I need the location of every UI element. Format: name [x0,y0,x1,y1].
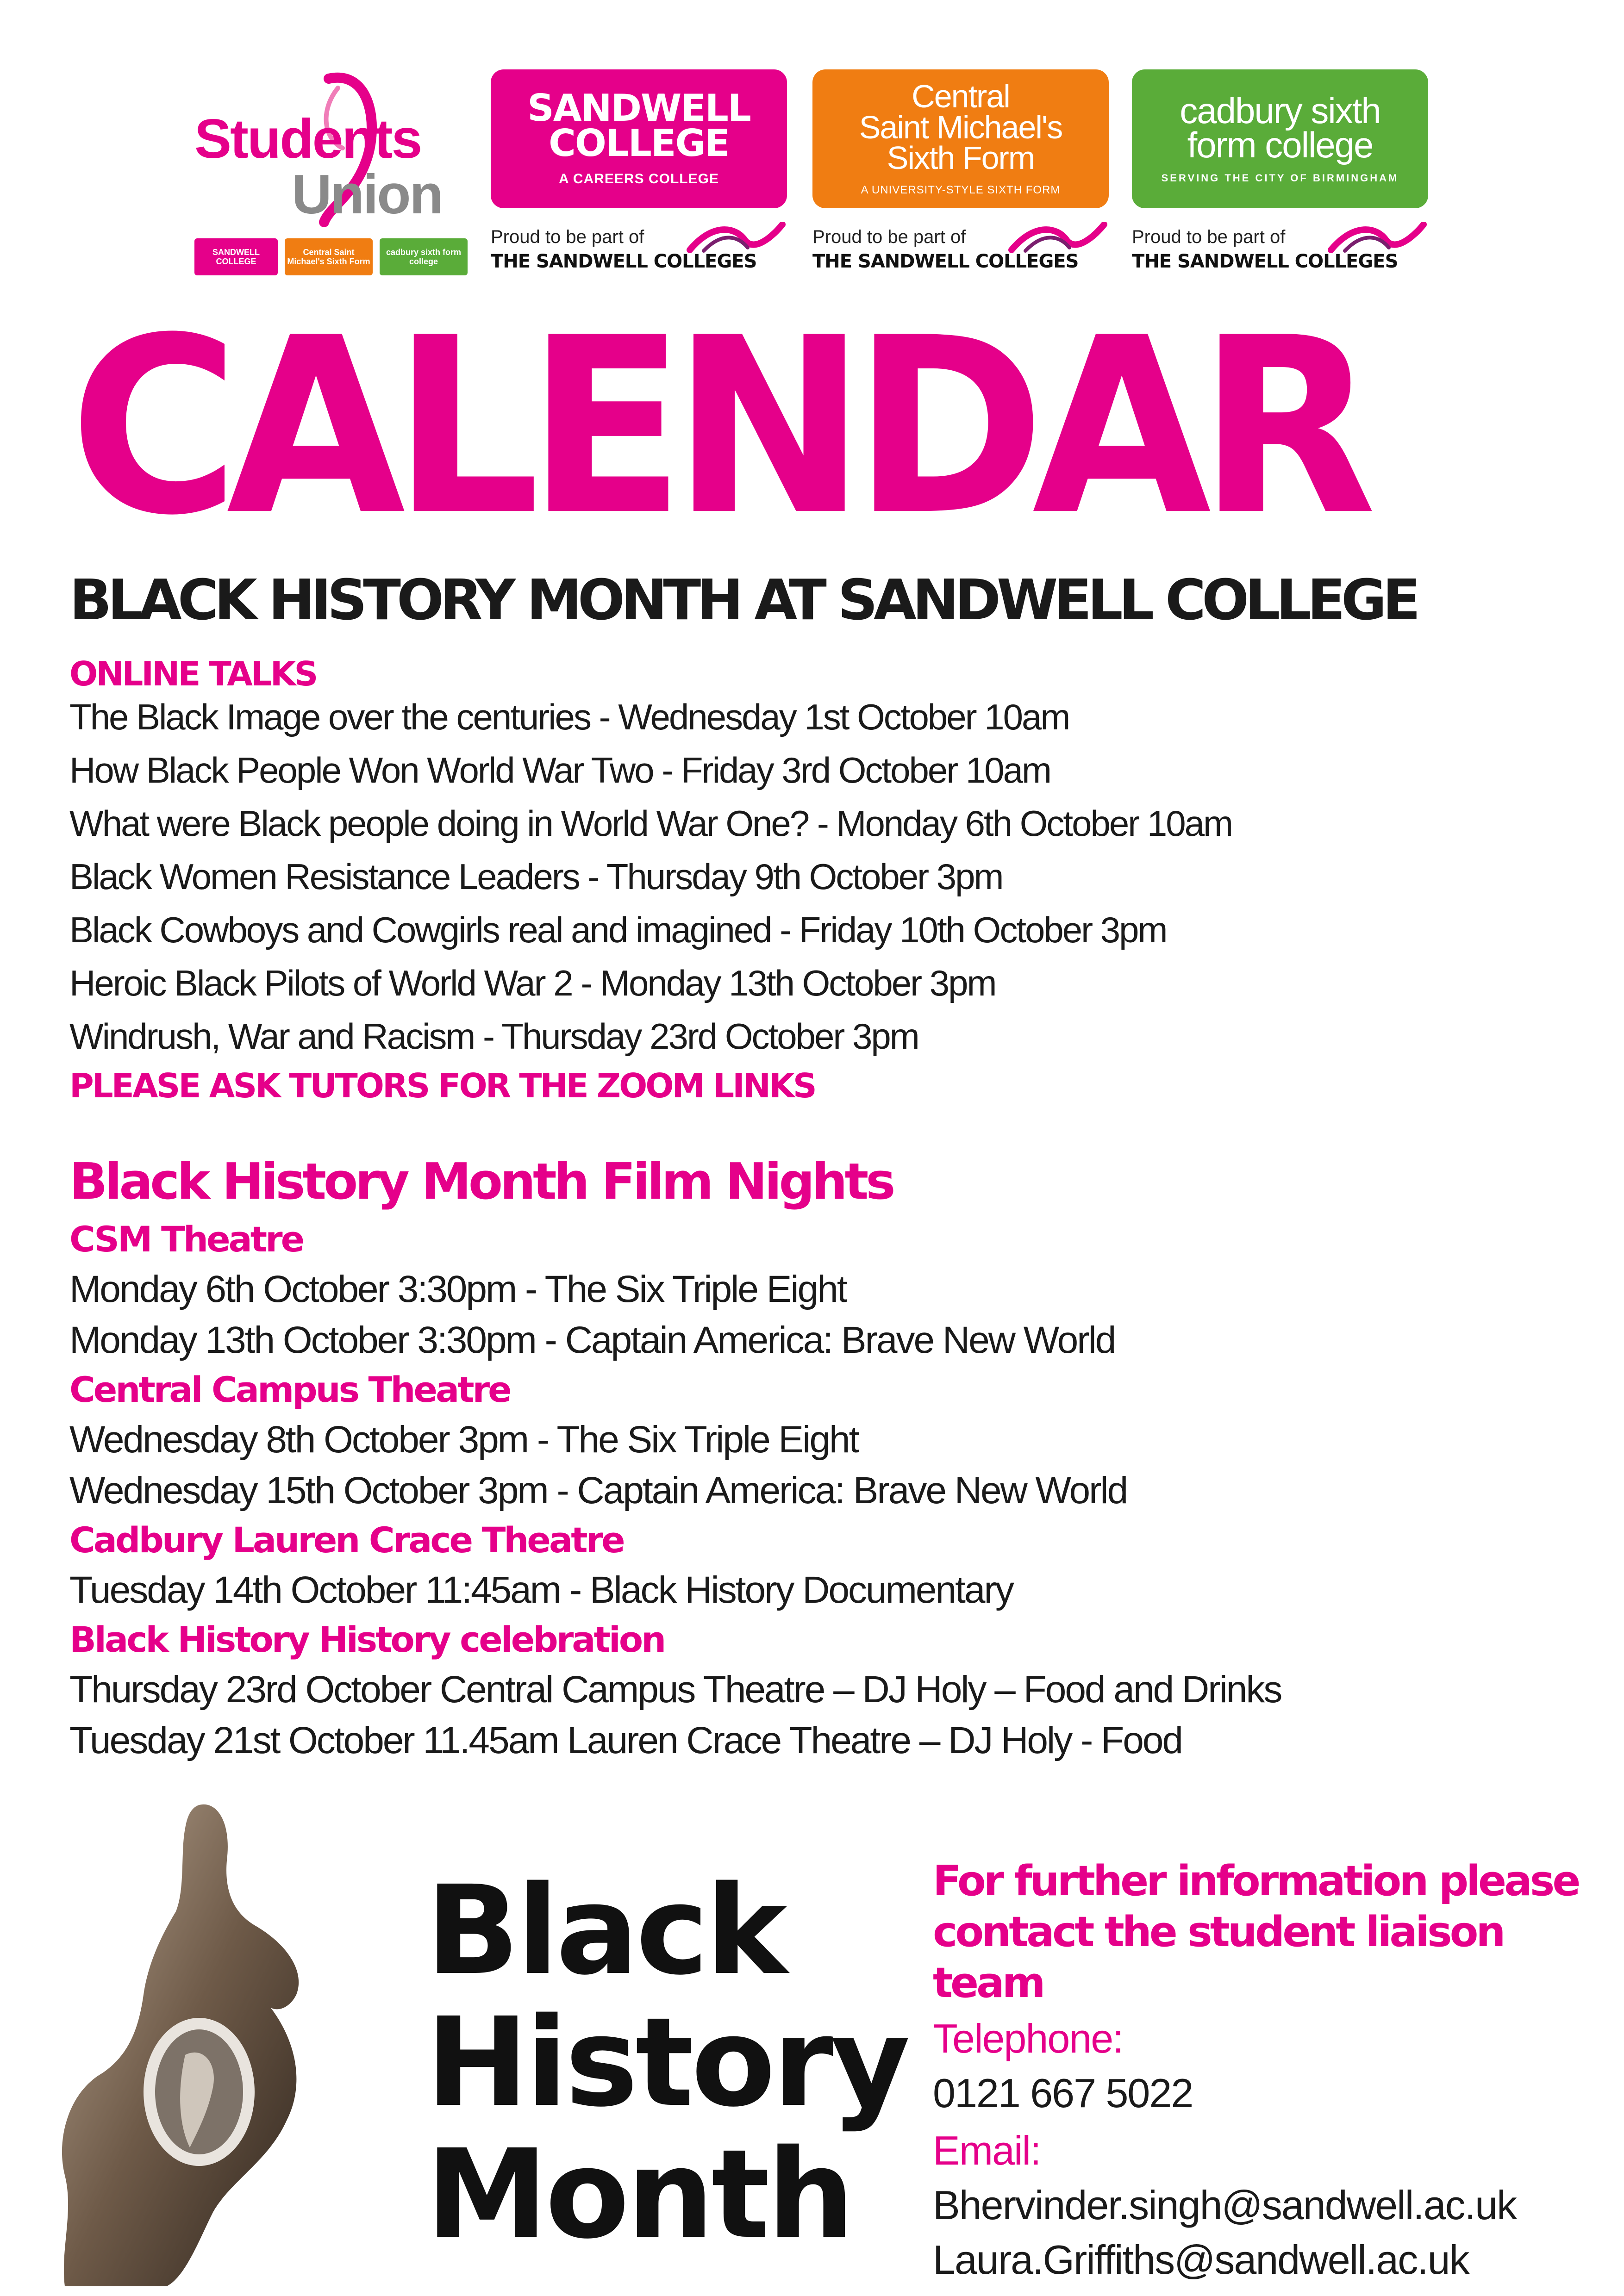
su-word-students: Students [194,108,421,170]
sandwell-college-logo [491,69,787,208]
cadbury-name-line1: cadbury sixth [1180,90,1380,131]
contact-heading: For further information please contact the student liaison team [933,1857,1579,2007]
csm-name-line3: Sixth Form [887,140,1035,176]
list-item: Black Women Resistance Leaders - Thursday 9th October 3pm [69,856,1003,897]
list-item: Wednesday 15th October 3pm - Captain America: Brave New World [69,1469,1127,1512]
zoom-links-note: PLEASE ASK TUTORS FOR THE ZOOM LINKS [69,1066,815,1105]
black-history-month-logo [426,1860,908,2266]
page-title: CALENDAR [69,285,1364,569]
su-word-union: Union [292,163,442,225]
email-address: Bhervinder.singh@sandwell.ac.uk [933,2182,1517,2228]
cadbury-tagline: SERVING THE CITY OF BIRMINGHAM [1161,172,1399,184]
film-nights-heading: Black History Month Film Nights [69,1153,893,1211]
proud-text: Proud to be part of [812,227,966,247]
proud-text: Proud to be part of [1132,227,1286,247]
contact-block [933,1856,1604,2287]
cadbury-college-logo [1132,69,1428,208]
sandwell-name-line1: SANDWELL [527,87,750,130]
hand-illustration [46,1796,370,2286]
online-talks-heading: ONLINE TALKS [69,654,317,693]
proud-text: Proud to be part of [491,227,644,247]
sandwell-colleges-swoosh-icon [685,222,787,255]
list-item: Tuesday 21st October 11.45am Lauren Crace Theatre – DJ Holy - Food [69,1719,1182,1761]
sandwell-colleges-swoosh-icon [1007,222,1109,255]
list-item: Black Cowboys and Cowgirls real and imagined - Friday 10th October 3pm [69,909,1167,950]
proud-strip-csm [812,222,1109,278]
proud-brand: THE SANDWELL COLLEGES [1132,251,1398,272]
email-label: Email: [933,2128,1041,2173]
list-item: The Black Image over the centuries - Wednesday 1st October 10am [69,697,1069,737]
telephone-number: 0121 667 5022 [933,2070,1193,2116]
venue-heading: Central Campus Theatre [69,1369,510,1410]
list-item: Windrush, War and Racism - Thursday 23rd October 3pm [69,1016,918,1057]
bhm-line1: Black [426,1860,785,2002]
proud-strip-sandwell [491,222,787,278]
list-item: Wednesday 8th October 3pm - The Six Triple Eight [69,1419,858,1461]
sandwell-tagline: A CAREERS COLLEGE [559,171,719,187]
list-item: How Black People Won World War Two - Friday 3rd October 10am [69,750,1050,790]
csm-name-line2: Saint Michael's [859,109,1062,145]
online-talks-list [69,699,1232,1071]
su-mini-sandwell: SANDWELL COLLEGE [194,238,278,275]
su-mini-csm: Central Saint Michael's Sixth Form [285,238,373,275]
bhm-line2: History [426,1991,908,2134]
cadbury-name-line2: form college [1187,124,1373,165]
list-item: Thursday 23rd October Central Campus Theatre – DJ Holy – Food and Drinks [69,1668,1281,1711]
csm-name-line1: Central [912,78,1010,115]
proud-strip-cadbury [1132,222,1428,278]
list-item: Tuesday 14th October 11:45am - Black History Documentary [69,1569,1013,1611]
sandwell-name-line2: COLLEGE [549,122,729,165]
venue-heading: Cadbury Lauren Crace Theatre [69,1519,624,1561]
film-nights-list [69,1219,1281,1773]
list-item: Heroic Black Pilots of World War 2 - Monday 13th October 3pm [69,963,996,1003]
bhm-line3: Month [426,2123,852,2266]
proud-brand: THE SANDWELL COLLEGES [491,251,757,272]
venue-heading: Black History History celebration [69,1619,665,1660]
students-union-logo [194,69,481,278]
sandwell-colleges-swoosh-icon [1326,222,1428,255]
telephone-label: Telephone: [933,2016,1123,2061]
csm-sixth-form-logo [812,69,1109,208]
email-address: Laura.Griffiths@sandwell.ac.uk [933,2237,1469,2283]
list-item: Monday 6th October 3:30pm - The Six Triple Eight [69,1268,846,1310]
su-mini-cadbury: cadbury sixth form college [380,238,468,275]
venue-heading: CSM Theatre [69,1219,303,1260]
list-item: Monday 13th October 3:30pm - Captain America: Brave New World [69,1319,1115,1361]
csm-tagline: A UNIVERSITY-STYLE SIXTH FORM [861,183,1061,196]
page-subtitle: BLACK HISTORY MONTH AT SANDWELL COLLEGE [69,568,1417,633]
proud-brand: THE SANDWELL COLLEGES [812,251,1079,272]
list-item: What were Black people doing in World War One? - Monday 6th October 10am [69,803,1232,844]
